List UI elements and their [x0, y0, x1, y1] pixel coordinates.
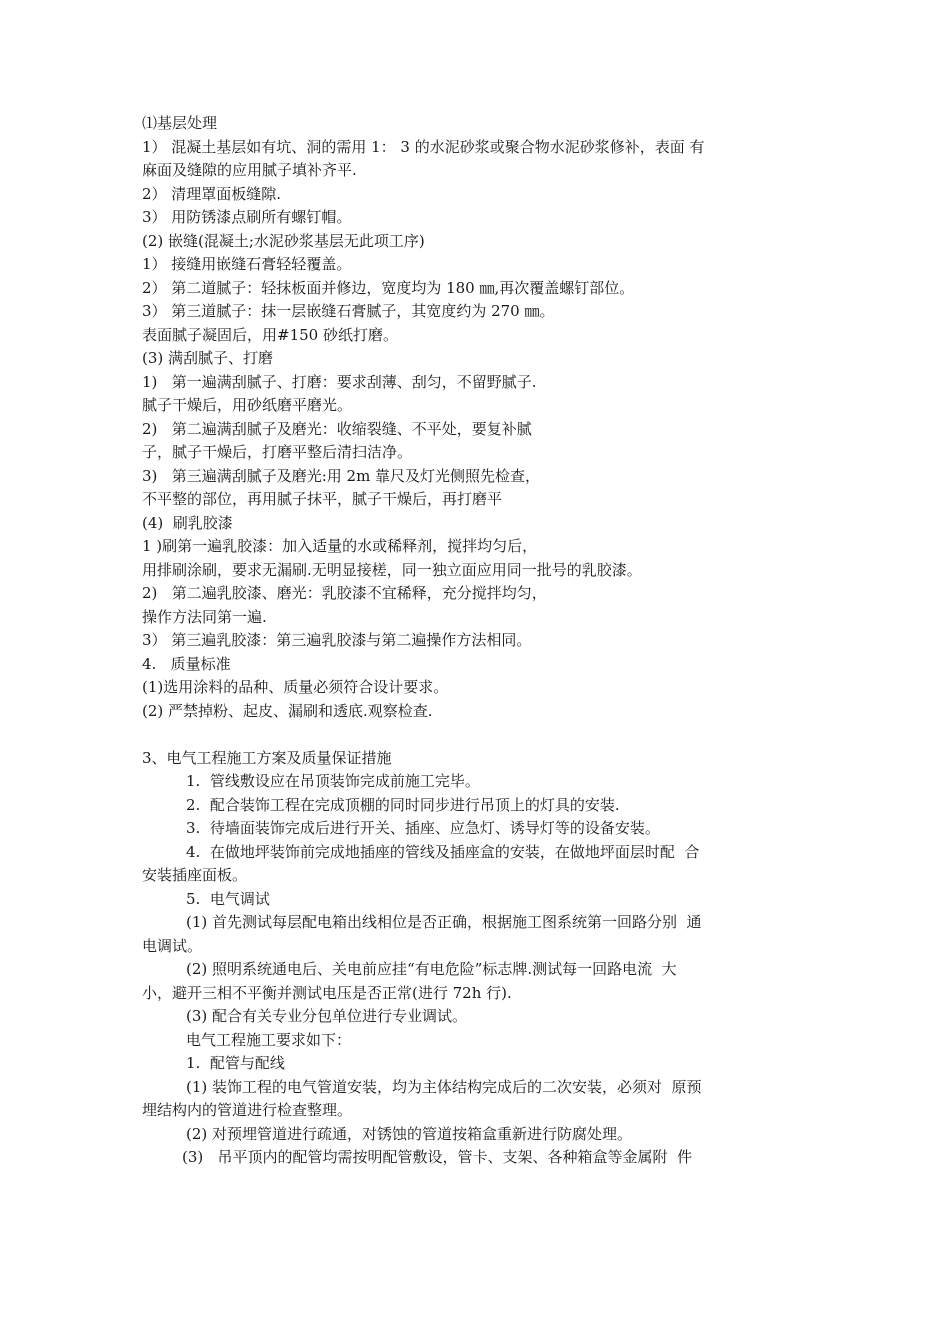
text-line: 电调试。	[142, 936, 203, 955]
text-line: 小，避开三相不平衡并测试电压是否正常(进行 72h 行).	[142, 983, 512, 1002]
text-line: 操作方法同第一遍.	[142, 607, 267, 626]
text-line: (1) 首先测试每层配电箱出线相位是否正确，根据施工图系统第一回路分别 通	[186, 913, 702, 931]
text-line: 电气工程施工要求如下：	[186, 1030, 352, 1049]
text-line: 1 )刷第一遍乳胶漆：加入适量的水或稀释剂，搅拌均匀后，	[142, 537, 538, 555]
text-line: (2) 对预埋管道进行疏通，对锈蚀的管道按箱盒重新进行防腐处理。	[186, 1124, 633, 1143]
text-line: 3. 待墙面装饰完成后进行开关、插座、应急灯、诱导灯等的设备安装。	[186, 819, 660, 837]
painting-section	[142, 112, 822, 723]
text-line: 4. 在做地坪装饰前完成地插座的管线及插座盒的安装，在做地坪面层时配 合	[186, 842, 700, 861]
text-line: 3) 第三遍满刮腻子及磨光:用 2m 靠尺及灯光侧照先检查，	[142, 466, 541, 485]
text-line: 用排刷涂刷，要求无漏刷.无明显接槎，同一独立面应用同一批号的乳胶漆。	[142, 560, 642, 579]
text-line: 1） 接缝用嵌缝石膏轻轻覆盖。	[142, 255, 352, 273]
text-line: 1. 配管与配线	[186, 1054, 285, 1072]
text-line: (1) 装饰工程的电气管道安装，均为主体结构完成后的二次安装，必须对 原预	[186, 1077, 702, 1096]
text-line: (3) 配合有关专业分包单位进行专业调试。	[186, 1007, 468, 1025]
text-line: 1） 混凝土基层如有坑、洞的需用 1： 3 的水泥砂浆或聚合物水泥砂浆修补，表面 有	[142, 137, 705, 156]
text-line: 麻面及缝隙的应用腻子填补齐平.	[142, 161, 357, 179]
text-line: (2) 嵌缝(混凝土;水泥砂浆基层无此项工序)	[142, 231, 425, 250]
text-line: (1)选用涂料的品种、质量必须符合设计要求。	[142, 678, 449, 696]
electrical-section	[142, 770, 822, 1170]
text-line: 安装插座面板。	[142, 866, 248, 884]
text-line: (2) 照明系统通电后、关电前应挂“有电危险”标志牌.测试每一回路电流 大	[186, 960, 677, 978]
text-line: (3) 吊平顶内的配管均需按明配管敷设，管卡、支架、各种箱盒等金属附 件	[182, 1148, 693, 1166]
text-line: 表面腻子凝固后，用#150 砂纸打磨。	[142, 325, 398, 344]
text-line: (2) 严禁掉粉、起皮、漏刷和透底.观察检查.	[142, 701, 433, 720]
section-heading: 3、电气工程施工方案及质量保证措施	[142, 748, 392, 767]
text-line: 2) 第二遍乳胶漆、磨光：乳胶漆不宜稀释，充分搅拌均匀，	[142, 584, 547, 602]
text-line: ⑴基层处理	[142, 114, 218, 132]
document-page	[142, 112, 822, 1170]
text-line: 4. 质量标准	[142, 654, 231, 673]
text-line: 3） 第三遍乳胶漆：第三遍乳胶漆与第二遍操作方法相同。	[142, 631, 532, 649]
text-line: 3） 第三道腻子：抹一层嵌缝石膏腻子，其宽度约为 270 ㎜。	[142, 302, 555, 320]
text-line: 1. 管线敷设应在吊顶装饰完成前施工完毕。	[186, 772, 480, 790]
text-line: 2) 第二遍满刮腻子及磨光：收缩裂缝、不平处，要复补腻	[142, 419, 532, 438]
text-line: (4) 刷乳胶漆	[142, 513, 233, 532]
section-gap	[142, 723, 822, 747]
text-line: 2） 清理罩面板缝隙.	[142, 184, 282, 203]
text-line: (3) 满刮腻子、打磨	[142, 349, 274, 367]
text-line: 子，腻子干燥后，打磨平整后清扫洁净。	[142, 443, 413, 461]
text-line: 埋结构内的管道进行检查整理。	[142, 1101, 353, 1119]
text-line: 5. 电气调试	[186, 889, 270, 908]
text-line: 腻子干燥后，用砂纸磨平磨光。	[142, 396, 353, 414]
text-line: 1) 第一遍满刮腻子、打磨：要求刮薄、刮匀，不留野腻子.	[142, 372, 537, 391]
text-line: 2. 配合装饰工程在完成顶棚的同时同步进行吊顶上的灯具的安装.	[186, 795, 620, 814]
text-line: 不平整的部位，再用腻子抹平，腻子干燥后，再打磨平	[142, 490, 503, 508]
text-line: 3） 用防锈漆点刷所有螺钉帽。	[142, 208, 352, 226]
text-line: 2） 第二道腻子：轻抹板面并修边，宽度均为 180 ㎜,再次覆盖螺钉部位。	[142, 278, 635, 297]
